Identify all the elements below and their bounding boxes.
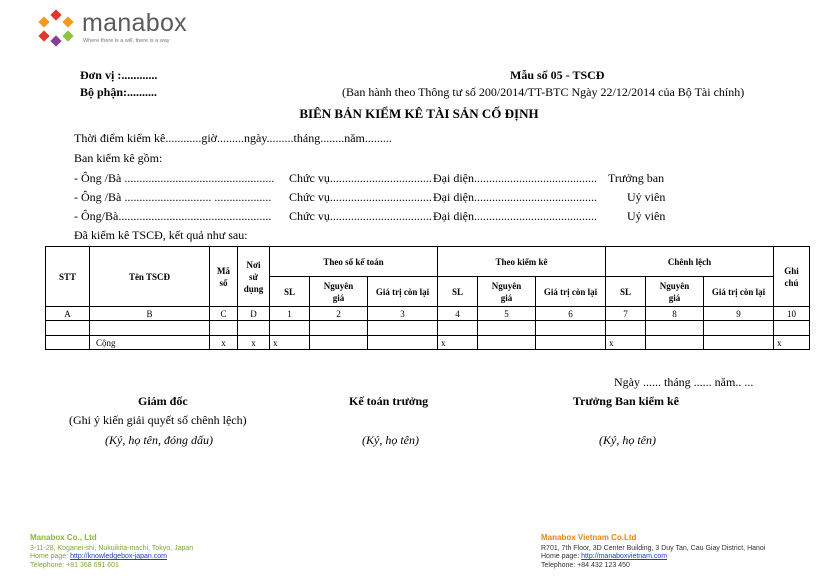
form-number: Mẫu số 05 - TSCĐ bbox=[510, 68, 605, 82]
total-label: Cộng bbox=[90, 336, 210, 350]
table-cell: x bbox=[438, 336, 478, 350]
chief-accountant-title: Kế toán trưởng bbox=[349, 394, 429, 408]
group-diff: Chênh lệch bbox=[606, 247, 774, 277]
table-cell: x bbox=[270, 336, 310, 350]
footer-left: Manabox Co., Ltd 3-11-28, Koganei-shi, Nukuikita-machi, Tokyo, Japan Home page: http://knowledgebox-japan.com Telephone: +81 368 691 601 bbox=[30, 533, 194, 569]
table-cell bbox=[310, 336, 368, 350]
result-line: Đã kiểm kê TSCĐ, kết quả như sau: bbox=[74, 228, 248, 242]
director-sign: (Ký, họ tên, đóng dấu) bbox=[105, 433, 213, 447]
member-rep: Đại diện......................................... bbox=[433, 171, 597, 185]
member-title: Trưởng ban bbox=[608, 171, 665, 185]
table-cell bbox=[536, 336, 606, 350]
table-cell: x bbox=[238, 336, 270, 350]
footer-right-phone: Telephone: +84 432 123 450 bbox=[541, 561, 630, 569]
member-role: Chức vụ.................................. bbox=[289, 171, 432, 185]
footer-left-company: Manabox Co., Ltd bbox=[30, 533, 97, 542]
don-vi: Đơn vị :............ bbox=[80, 68, 158, 82]
table-cell: 3 bbox=[368, 307, 438, 321]
table-cell bbox=[478, 336, 536, 350]
brand-name: manabox bbox=[82, 9, 187, 37]
col-sl: SL bbox=[606, 277, 646, 307]
footer-left-homepage-link[interactable]: http://knowledgebox-japan.com bbox=[70, 553, 167, 560]
table-cell: 10 bbox=[774, 307, 810, 321]
table-cell bbox=[46, 336, 90, 350]
table-cell: 7 bbox=[606, 307, 646, 321]
committee-label: Ban kiểm kê gồm: bbox=[74, 151, 163, 165]
code-row bbox=[46, 307, 810, 321]
col-gia-tri: Giá trị còn lại bbox=[368, 277, 438, 307]
table-cell: x bbox=[606, 336, 646, 350]
total-row bbox=[46, 336, 810, 350]
footer-left-phone: Telephone: +81 368 691 601 bbox=[30, 561, 119, 569]
page-title: BIÊN BẢN KIỂM KÊ TÀI SẢN CỐ ĐỊNH bbox=[299, 106, 539, 121]
director-title: Giám đốc bbox=[138, 394, 188, 408]
table-cell bbox=[368, 336, 438, 350]
footer-right: Manabox Vietnam Co.Ltd R701, 7th Floor, 3D Center Building, 3 Duy Tan, Cau Giay District, Hanoi Home page: http://manaboxvietnam.com Telephone: +84 432 123 450 bbox=[541, 533, 766, 569]
table-cell bbox=[704, 336, 774, 350]
issued-note: (Ban hành theo Thông tư số 200/2014/TT-BTC Ngày 22/12/2014 của Bộ Tài chính) bbox=[342, 85, 745, 99]
table-cell: 1 bbox=[270, 307, 310, 321]
col-sl: SL bbox=[438, 277, 478, 307]
table-cell: 6 bbox=[536, 307, 606, 321]
group-count: Theo kiểm kê bbox=[438, 247, 606, 277]
footer-right-company: Manabox Vietnam Co.Ltd bbox=[541, 533, 637, 542]
table-cell: A bbox=[46, 307, 90, 321]
empty-row bbox=[46, 321, 810, 336]
director-note: (Ghi ý kiến giải quyết số chênh lệch) bbox=[69, 413, 247, 427]
table-cell: 8 bbox=[646, 307, 704, 321]
table-cell: 9 bbox=[704, 307, 774, 321]
time-line: Thời điểm kiểm kê............giờ.........ngày.........tháng........năm......... bbox=[74, 131, 392, 145]
col-nguyen-gia: Nguyên giá bbox=[646, 277, 704, 307]
committee-head-title: Trưởng Ban kiểm kê bbox=[573, 394, 679, 408]
chief-accountant-sign: (Ký, họ tên) bbox=[362, 433, 419, 447]
table-cell: x bbox=[774, 336, 810, 350]
member-role: Chức vụ.................................. bbox=[289, 190, 432, 204]
col-note: Ghi chú bbox=[774, 247, 810, 307]
member-name: - Ông /Bà .................................................. bbox=[74, 171, 275, 185]
member-title: Uỷ viên bbox=[627, 209, 666, 223]
member-name: - Ông/Bà................................................... bbox=[74, 209, 272, 223]
member-rep: Đại diện......................................... bbox=[433, 209, 597, 223]
footer-right-address: R701, 7th Floor, 3D Center Building, 3 Duy Tan, Cau Giay District, Hanoi bbox=[541, 544, 766, 552]
footer-right-homepage-link[interactable]: http://manaboxvietnam.com bbox=[581, 553, 668, 560]
table-cell: C bbox=[210, 307, 238, 321]
table-cell: x bbox=[210, 336, 238, 350]
col-name: Tên TSCĐ bbox=[90, 247, 210, 307]
group-accounting: Theo sổ kế toán bbox=[270, 247, 438, 277]
member-name: - Ông /Bà ............................. ................... bbox=[74, 190, 272, 204]
table-cell: 5 bbox=[478, 307, 536, 321]
brand-tagline: Where there is a will, there is a way bbox=[83, 38, 170, 44]
footer-left-address: 3-11-28, Koganei-shi, Nukuikita-machi, Tokyo, Japan bbox=[30, 544, 194, 552]
col-stt: STT bbox=[46, 247, 90, 307]
col-gia-tri: Giá trị còn lại bbox=[536, 277, 606, 307]
table-cell: 2 bbox=[310, 307, 368, 321]
table-cell: D bbox=[238, 307, 270, 321]
table-cell: B bbox=[90, 307, 210, 321]
member-rep: Đại diện......................................... bbox=[433, 190, 597, 204]
table-cell: 4 bbox=[438, 307, 478, 321]
header-row bbox=[46, 247, 810, 277]
committee-head-sign: (Ký, họ tên) bbox=[599, 433, 656, 447]
col-sl: SL bbox=[270, 277, 310, 307]
bo-phan: Bộ phận:.......... bbox=[80, 85, 158, 99]
member-role: Chức vụ.................................. bbox=[289, 209, 432, 223]
col-gia-tri: Giá trị còn lại bbox=[704, 277, 774, 307]
col-nguyen-gia: Nguyên giá bbox=[310, 277, 368, 307]
member-title: Uỷ viên bbox=[627, 190, 666, 204]
table-cell bbox=[646, 336, 704, 350]
col-nguyen-gia: Nguyên giá bbox=[478, 277, 536, 307]
col-noi-su-dung: Nơi sử dụng bbox=[238, 247, 270, 307]
sign-date: Ngày ...... tháng ...... năm.. ... bbox=[614, 375, 754, 389]
col-ma-so: Mã số bbox=[210, 247, 238, 307]
inventory-table bbox=[45, 246, 810, 350]
